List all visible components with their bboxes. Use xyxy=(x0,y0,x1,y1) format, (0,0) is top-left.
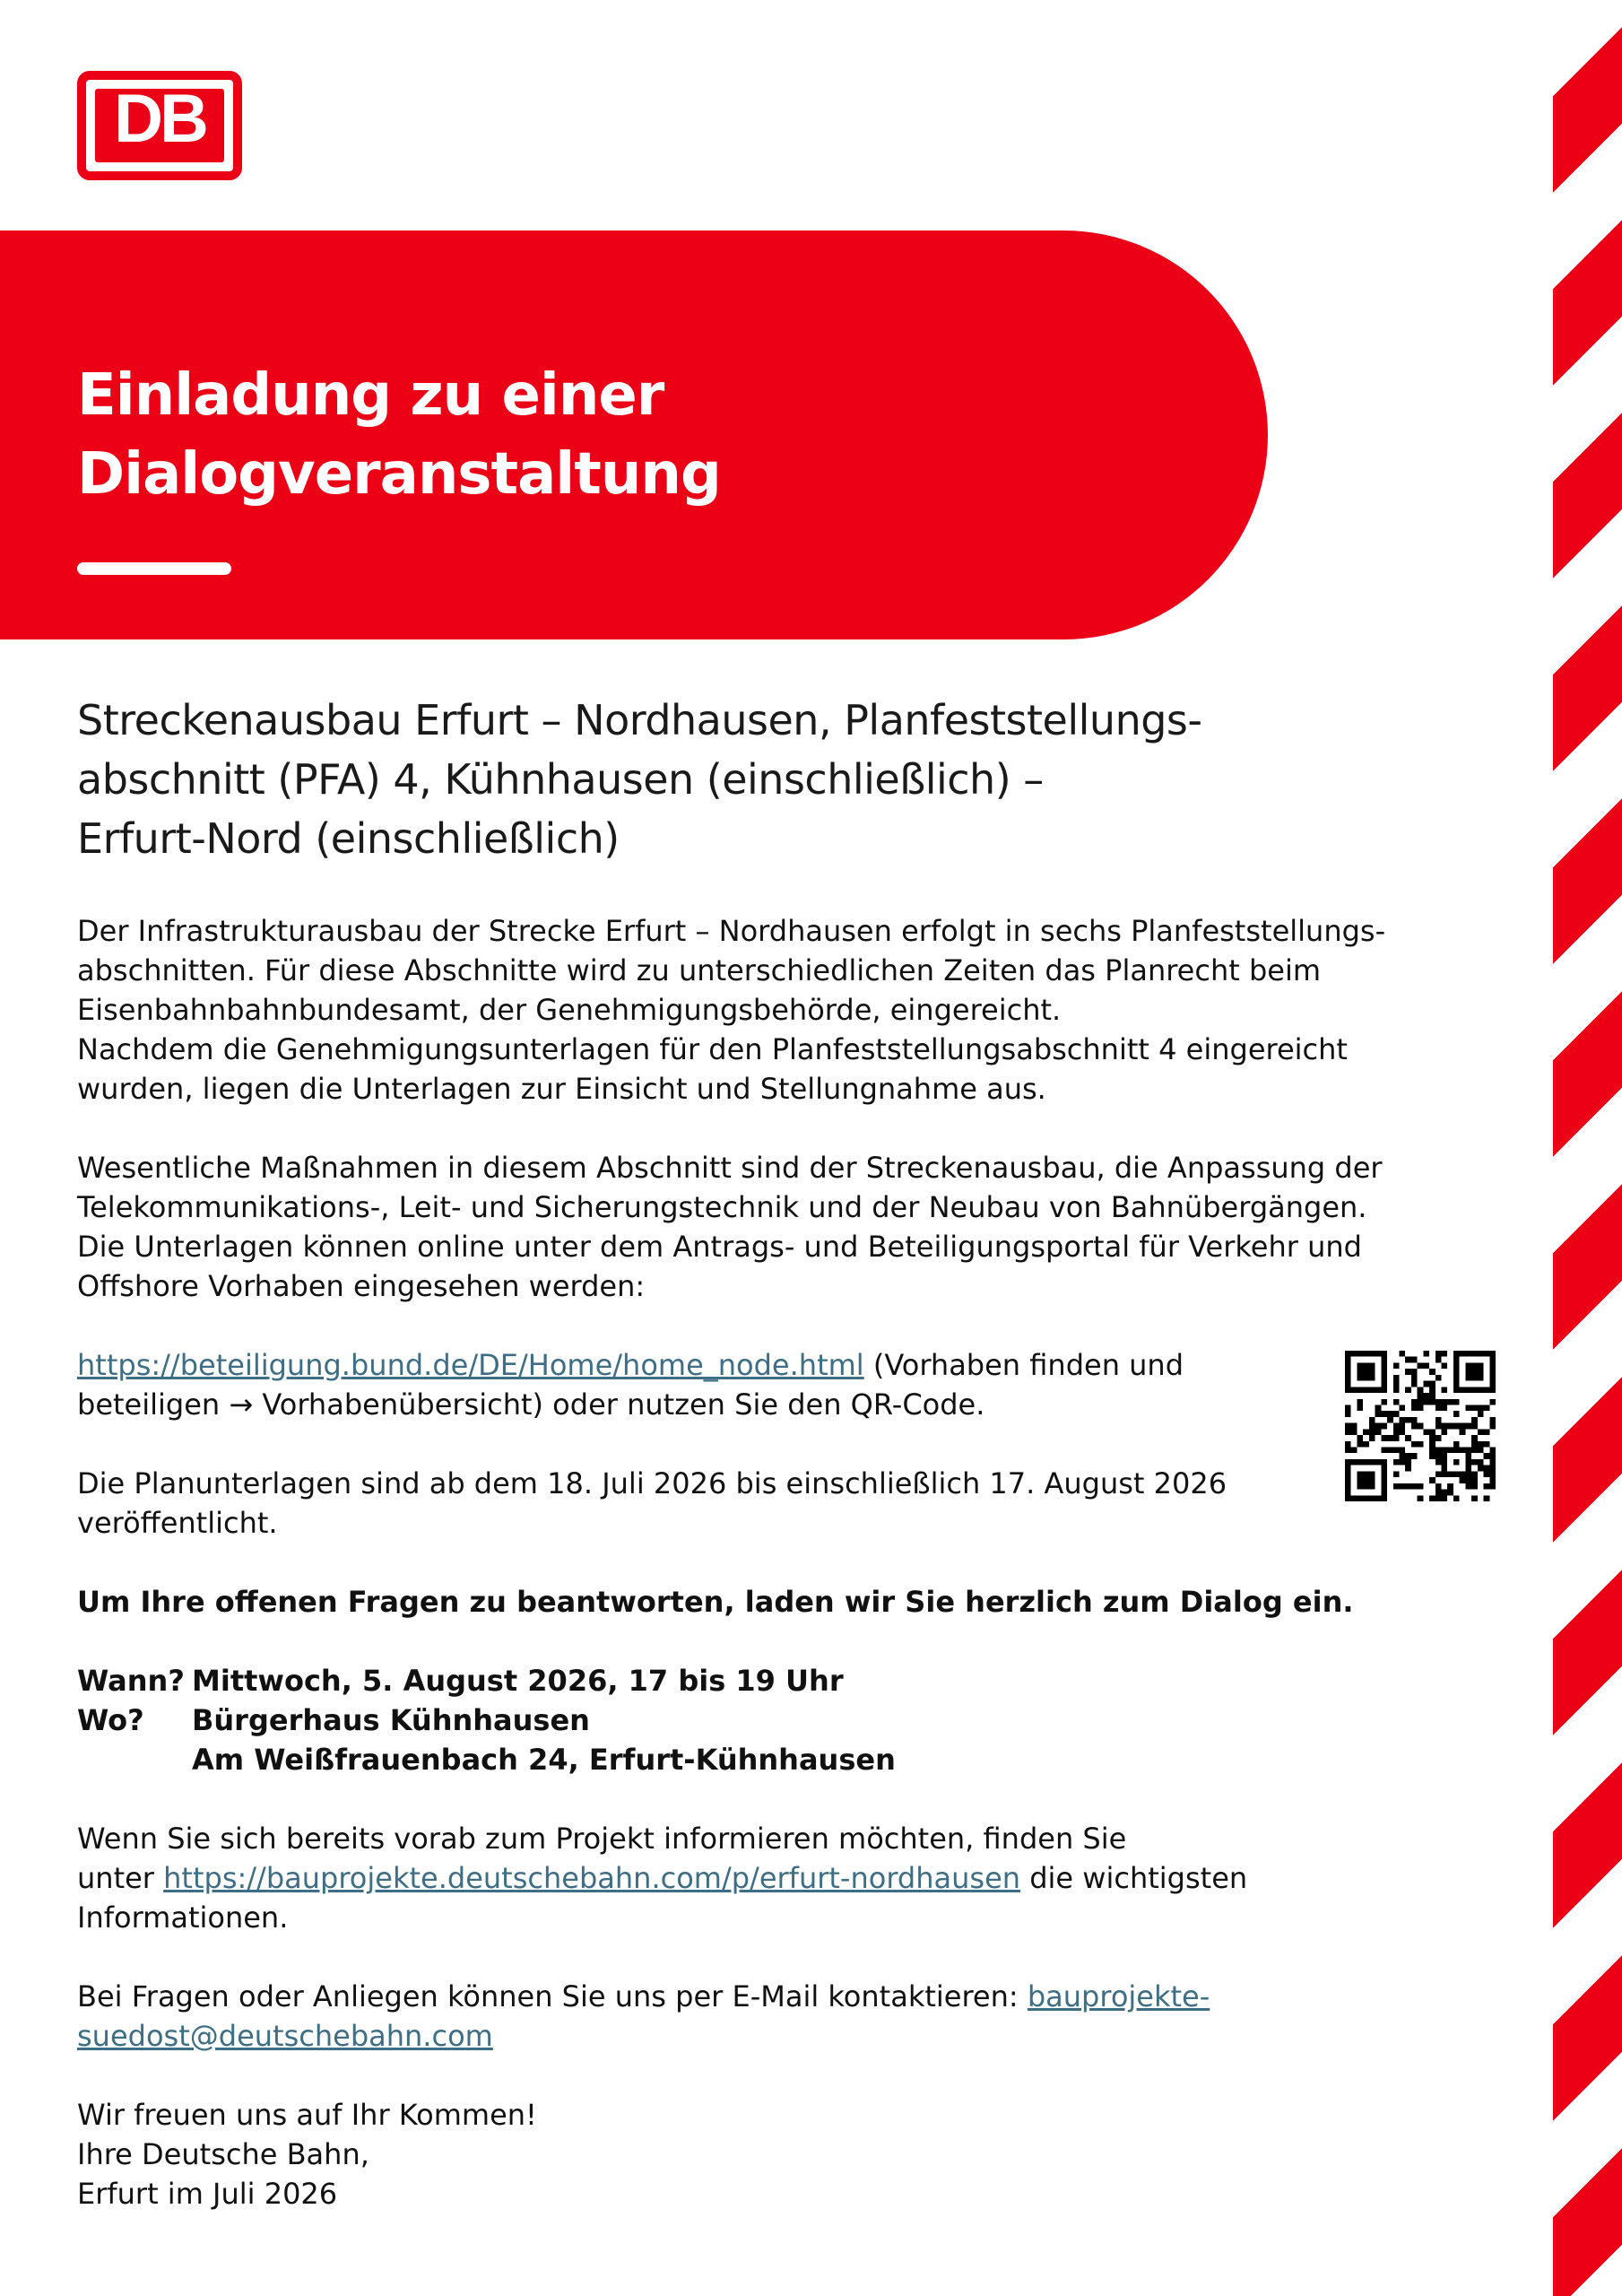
text-line xyxy=(77,1977,1512,2016)
text-line: wurden, liegen die Unterlagen zur Einsicht und Stellungnahme aus. xyxy=(77,1072,1046,1106)
text-line: Eisenbahnbahnbundesamt, der Genehmigungsbehörde, eingereicht. xyxy=(77,993,1062,1027)
hero-banner xyxy=(0,230,1268,639)
text-line: Wenn Sie sich bereits vorab zum Projekt informieren möchten, finden Sie xyxy=(77,1822,1127,1856)
text-line: Wesentliche Maßnahmen in diesem Abschnitt sind der Streckenausbau, die Anpassung der xyxy=(77,1151,1383,1185)
measures-paragraph xyxy=(77,1148,1512,1306)
text-line: abschnitten. Für diese Abschnitte wird zu unterschiedlichen Zeiten das Planrecht beim xyxy=(77,953,1322,987)
text-line: Telekommunikations-, Leit- und Sicherungstechnik und der Neubau von Bahnübergängen. xyxy=(77,1190,1367,1224)
text-line: Nachdem die Genehmigungsunterlagen für den Planfeststellungsabschnitt 4 eingereicht xyxy=(77,1032,1348,1066)
event-details xyxy=(77,1661,1512,1779)
subtitle-line: Streckenausbau Erfurt – Nordhausen, Planfeststellungs- xyxy=(77,696,1202,744)
text-line: Wir freuen uns auf Ihr Kommen! xyxy=(77,2098,537,2132)
text-line: Die Unterlagen können online unter dem Antrags- und Beteiligungsportal für Verkehr und xyxy=(77,1230,1362,1264)
text-line xyxy=(77,2016,1512,2056)
address-value: Am Weißfrauenbach 24, Erfurt-Kühnhausen xyxy=(192,1743,896,1777)
subtitle-line: Erfurt-Nord (einschließlich) xyxy=(77,814,620,863)
closing-paragraph xyxy=(77,2095,1512,2213)
text-line: Informationen. xyxy=(77,1900,289,1935)
text-line xyxy=(77,1345,1323,1385)
contact-prefix: Bei Fragen oder Anliegen können Sie uns per E-Mail kontaktieren: xyxy=(77,1979,1028,2013)
db-logo-text: DB xyxy=(114,81,205,157)
portal-paragraph xyxy=(77,1345,1323,1424)
text-line: Der Infrastrukturausbau der Strecke Erfurt – Nordhausen erfolgt in sechs Planfeststellungs- xyxy=(77,914,1386,948)
event-where xyxy=(77,1700,1512,1740)
intro-paragraph xyxy=(77,911,1512,1109)
title-underline xyxy=(77,562,231,575)
text-line: Erfurt im Juli 2026 xyxy=(77,2177,338,2211)
main-content xyxy=(77,691,1512,2253)
when-label: Wann? xyxy=(77,1664,185,1698)
project-subtitle xyxy=(77,691,1512,868)
page-title xyxy=(77,356,721,514)
event-address xyxy=(77,1740,1512,1779)
contact-email-link[interactable]: bauprojekte- xyxy=(1027,1979,1210,2013)
text-line: Die Planunterlagen sind ab dem 18. Juli 2026 bis einschließlich 17. August 2026 xyxy=(77,1466,1227,1500)
info-prefix: unter xyxy=(77,1861,164,1895)
text-line: beteiligen → Vorhabenübersicht) oder nutzen Sie den QR-Code. xyxy=(77,1387,985,1422)
contact-email-link-continued[interactable]: suedost@deutschebahn.com xyxy=(77,2019,493,2053)
text-line: veröffentlicht. xyxy=(77,1506,278,1540)
where-label: Wo? xyxy=(77,1703,144,1737)
subtitle-line: abschnitt (PFA) 4, Kühnhausen (einschließlich) – xyxy=(77,755,1044,804)
event-when xyxy=(77,1661,1512,1700)
info-suffix: die wichtigsten xyxy=(1020,1861,1248,1895)
db-logo xyxy=(77,71,242,180)
portal-link-suffix: (Vorhaben finden und xyxy=(863,1348,1184,1382)
publication-paragraph xyxy=(77,1464,1323,1543)
text-line xyxy=(77,1858,1512,1898)
info-paragraph xyxy=(77,1819,1512,1937)
striped-edge-decoration xyxy=(1553,0,1622,2296)
portal-link[interactable]: https://beteiligung.bund.de/DE/Home/home_node.html xyxy=(77,1348,864,1382)
when-value: Mittwoch, 5. August 2026, 17 bis 19 Uhr xyxy=(192,1664,844,1698)
text-line: Ihre Deutsche Bahn, xyxy=(77,2137,369,2171)
page-title-line-1: Einladung zu einer xyxy=(77,362,664,429)
text-line: Offshore Vorhaben eingesehen werden: xyxy=(77,1269,646,1303)
project-website-link[interactable]: https://bauprojekte.deutschebahn.com/p/erfurt-nordhausen xyxy=(163,1861,1021,1895)
invitation-text: Um Ihre offenen Fragen zu beantworten, laden wir Sie herzlich zum Dialog ein. xyxy=(77,1585,1354,1619)
contact-paragraph xyxy=(77,1977,1512,2056)
page-title-line-2: Dialogveranstaltung xyxy=(77,441,721,508)
where-value: Bürgerhaus Kühnhausen xyxy=(192,1703,590,1737)
